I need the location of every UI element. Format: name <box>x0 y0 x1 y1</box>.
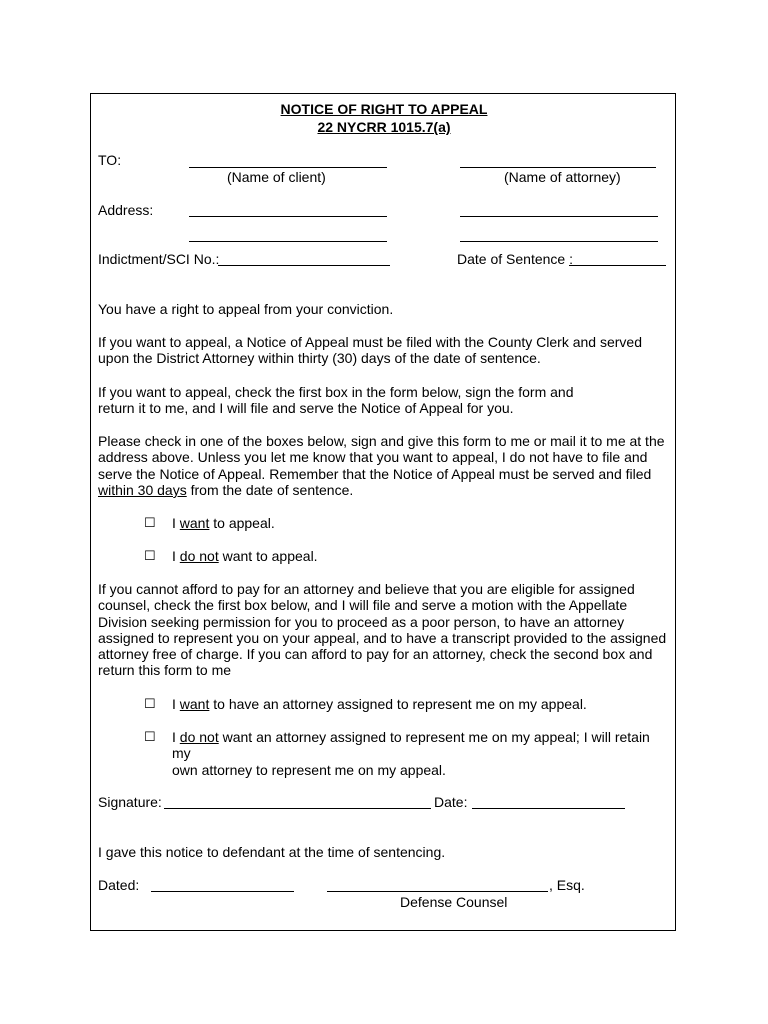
signature-label: Signature: <box>98 794 162 810</box>
please-line-2: address above. Unless you let me know that you want to appeal, I do not have to file and <box>98 449 648 466</box>
check-line-1: If you want to appeal, check the first box in the form below, sign the form and <box>98 384 574 400</box>
retain-attorney-label <box>172 729 672 778</box>
right-to-appeal-text: You have a right to appeal from your conviction. <box>98 301 394 317</box>
assigned-counsel-text <box>98 581 670 679</box>
client-name-caption: (Name of client) <box>227 169 326 185</box>
please-check-text <box>98 433 670 498</box>
indictment-field[interactable] <box>218 265 390 266</box>
attorney-name-field[interactable] <box>460 167 656 168</box>
filing-line-2: upon the District Attorney within thirty (30) days of the date of sentence. <box>98 350 541 367</box>
date-label: Date: <box>434 794 468 810</box>
filing-instructions-text <box>98 334 670 367</box>
afford-line-6: return this form to me <box>98 662 232 679</box>
attorney-name-caption: (Name of attorney) <box>504 169 621 185</box>
form-subtitle: 22 NYCRR 1015.7(a) <box>317 119 451 135</box>
retain-line-1: I do not want an attorney assigned to represent me on my appeal; I will retain my <box>172 729 650 762</box>
retain-line-2: own attorney to represent me on my appeal. <box>172 761 446 778</box>
please-line-3: serve the Notice of Appeal. Remember that the Notice of Appeal must be served and filed <box>98 465 652 482</box>
signature-field[interactable] <box>164 808 431 809</box>
defense-counsel-caption: Defense Counsel <box>400 894 508 910</box>
want-appeal-label: I want to appeal. <box>172 515 275 531</box>
not-appeal-checkbox[interactable]: ☐ <box>144 548 156 563</box>
attorney-address-field-2[interactable] <box>460 241 658 242</box>
client-name-field[interactable] <box>189 167 387 168</box>
afford-line-1: If you cannot afford to pay for an attorney and believe that you are eligible for assigned <box>98 581 635 597</box>
within-30-days-emphasis: within 30 days <box>98 481 187 498</box>
address-label: Address: <box>98 202 154 218</box>
form-border <box>90 93 676 931</box>
defense-counsel-field[interactable] <box>327 891 548 892</box>
date-of-sentence-label: Date of Sentence : <box>457 251 573 267</box>
check-line-2: return it to me, and I will file and serve the Notice of Appeal for you. <box>98 400 514 417</box>
esq-label: , Esq. <box>549 877 585 893</box>
check-box-instructions-text <box>98 384 670 417</box>
client-address-field-1[interactable] <box>189 216 387 217</box>
afford-line-2: counsel, check the first box below, and I will file and serve a motion with the Appellate <box>98 597 628 614</box>
indictment-label: Indictment/SCI No.: <box>98 251 220 267</box>
want-attorney-checkbox[interactable]: ☐ <box>144 696 156 711</box>
please-line-1: Please check in one of the boxes below, sign and give this form to me or mail it to me at the <box>98 433 665 449</box>
gave-notice-text: I gave this notice to defendant at the time of sentencing. <box>98 844 446 860</box>
attorney-address-field-1[interactable] <box>460 216 658 217</box>
date-of-sentence-field[interactable] <box>569 265 666 266</box>
dated-field[interactable] <box>151 891 294 892</box>
afford-line-5: attorney free of charge. If you can afford to pay for an attorney, check the second box and <box>98 646 653 663</box>
want-appeal-checkbox[interactable]: ☐ <box>144 515 156 530</box>
please-line-4-rest: from the date of sentence. <box>186 481 354 498</box>
afford-line-4: assigned to represent you on your appeal, and to have a transcript provided to the assigned <box>98 629 667 646</box>
not-appeal-label: I do not want to appeal. <box>172 548 318 564</box>
afford-line-3: Division seeking permission for you to proceed as a poor person, to have an attorney <box>98 613 625 630</box>
client-address-field-2[interactable] <box>189 241 387 242</box>
retain-attorney-checkbox[interactable]: ☐ <box>144 729 156 744</box>
to-label: TO: <box>98 152 122 168</box>
dated-label: Dated: <box>98 877 140 893</box>
form-title: NOTICE OF RIGHT TO APPEAL <box>280 101 488 117</box>
filing-line-1: If you want to appeal, a Notice of Appeal must be filed with the County Clerk and served <box>98 334 642 350</box>
want-attorney-label: I want to have an attorney assigned to represent me on my appeal. <box>172 696 587 712</box>
signature-date-field[interactable] <box>472 808 625 809</box>
please-line-4 <box>98 482 670 498</box>
